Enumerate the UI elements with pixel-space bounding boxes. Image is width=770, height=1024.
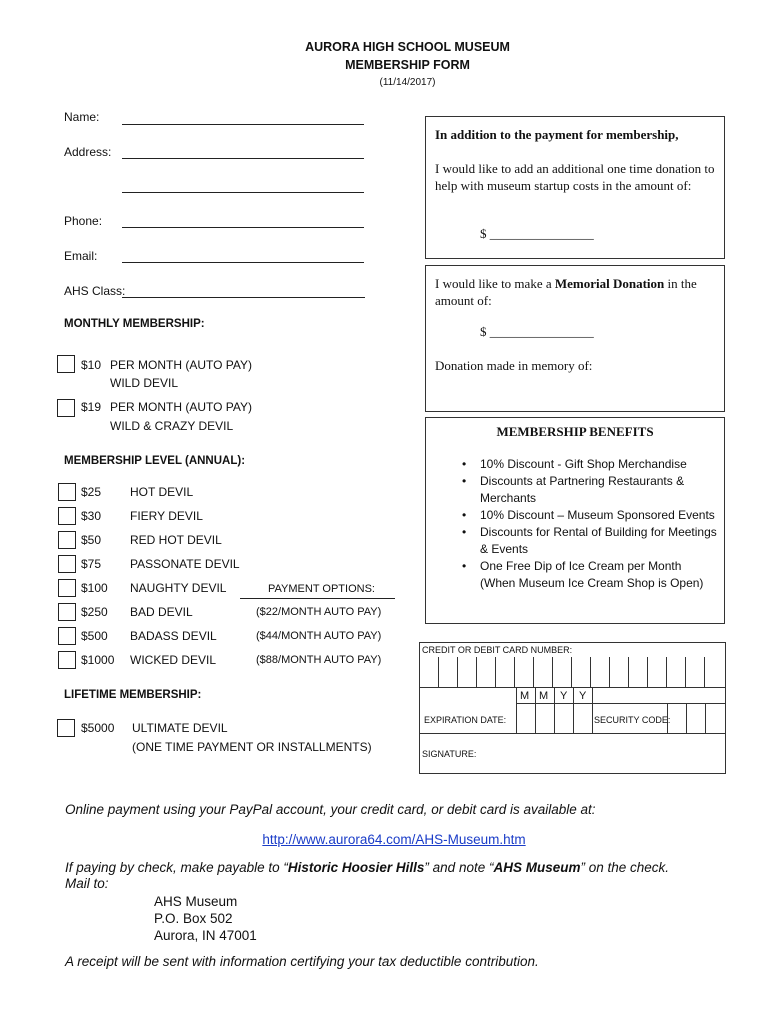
exp-divider (592, 687, 593, 733)
exp-letter-m2: M (539, 690, 549, 702)
exp-letter-y2: Y (579, 690, 587, 702)
annual-75-checkbox[interactable] (58, 555, 76, 573)
expiration-field[interactable] (516, 703, 592, 733)
benefit-item: • 10% Discount – Museum Sponsored Events (458, 507, 720, 524)
lifetime-5000-checkbox[interactable] (57, 719, 75, 737)
annual-25-price: $25 (81, 485, 102, 499)
benefits-list (458, 456, 720, 592)
form-date: (11/14/2017) (379, 77, 436, 88)
payment-options-divider (240, 598, 395, 599)
security-field[interactable] (667, 703, 725, 733)
lifetime-price: $5000 (81, 721, 115, 735)
address-line-3: Aurora, IN 47001 (154, 928, 257, 943)
annual-25-checkbox[interactable] (58, 483, 76, 501)
card-number-field[interactable] (420, 657, 725, 687)
mailing-address (154, 893, 257, 944)
name-field[interactable] (122, 124, 364, 125)
donation-text: I would like to add an additional one time donation to help with museum startup costs in the amount of: (435, 161, 715, 193)
annual-30-checkbox[interactable] (58, 507, 76, 525)
annual-30-name: FIERY DEVIL (130, 509, 203, 523)
payment-option-250: ($22/MONTH AUTO PAY) (256, 606, 382, 618)
address-line-2: P.O. Box 502 (154, 911, 233, 926)
monthly-19-checkbox[interactable] (57, 399, 75, 417)
ahs-class-label: AHS Class: (64, 284, 126, 298)
expiration-label: EXPIRATION DATE: (424, 715, 507, 725)
benefits-heading: MEMBERSHIP BENEFITS (496, 424, 654, 439)
annual-75-name: PASSONATE DEVIL (130, 557, 240, 571)
annual-100-price: $100 (81, 581, 108, 595)
annual-50-name: RED HOT DEVIL (130, 533, 222, 547)
annual-250-checkbox[interactable] (58, 603, 76, 621)
check-payee: Historic Hoosier Hills (287, 860, 425, 875)
payment-option-500: ($44/MONTH AUTO PAY) (256, 630, 382, 642)
annual-25-name: HOT DEVIL (130, 485, 194, 499)
monthly-19-line2: WILD & CRAZY DEVIL (110, 419, 234, 433)
annual-30-price: $30 (81, 509, 102, 523)
mail-to-label: Mail to: (65, 876, 109, 891)
memorial-box (425, 265, 725, 412)
security-label: SECURITY CODE: (594, 715, 671, 725)
form-subtitle: MEMBERSHIP FORM (345, 58, 470, 72)
address-field-1[interactable] (122, 158, 364, 159)
address-field-2[interactable] (122, 192, 364, 193)
lifetime-heading: LIFETIME MEMBERSHIP: (64, 689, 202, 701)
signature-field[interactable] (480, 735, 722, 771)
memorial-text (435, 275, 720, 309)
check-post: ” on the check. (580, 860, 670, 875)
annual-1000-name: WICKED DEVIL (130, 653, 217, 667)
memorial-text-pre: I would like to make a (435, 276, 555, 291)
payment-option-1000: ($88/MONTH AUTO PAY) (256, 654, 382, 666)
monthly-19-price: $19 (81, 400, 102, 414)
annual-heading: MEMBERSHIP LEVEL (ANNUAL): (64, 455, 246, 467)
signature-label: SIGNATURE: (422, 749, 477, 759)
annual-1000-price: $1000 (81, 653, 115, 667)
annual-500-name: BADASS DEVIL (130, 629, 217, 643)
benefit-item: • Discounts at Partnering Restaurants & Merchants (458, 473, 720, 507)
annual-100-checkbox[interactable] (58, 579, 76, 597)
monthly-19-line1: PER MONTH (AUTO PAY) (110, 400, 253, 414)
museum-link[interactable]: http://www.aurora64.com/AHS-Museum.htm (262, 832, 526, 847)
annual-50-price: $50 (81, 533, 102, 547)
benefit-item: • One Free Dip of Ice Cream per Month (When Museum Ice Cream Shop is Open) (458, 558, 720, 592)
online-payment-text: Online payment using your PayPal account, your credit card, or debit card is available at: (65, 802, 596, 817)
name-label: Name: (64, 110, 100, 124)
annual-250-name: BAD DEVIL (130, 605, 193, 619)
lifetime-note: (ONE TIME PAYMENT OR INSTALLMENTS) (132, 740, 372, 754)
card-exp-bottom-line (420, 733, 725, 734)
annual-250-price: $250 (81, 605, 108, 619)
benefits-box (425, 417, 725, 624)
annual-100-name: NAUGHTY DEVIL (130, 581, 227, 595)
benefit-item: • Discounts for Rental of Building for Meetings & Events (458, 524, 720, 558)
ahs-class-field[interactable] (122, 297, 365, 298)
exp-letter-y1: Y (560, 690, 568, 702)
receipt-text: A receipt will be sent with information certifying your tax deductible contribution. (65, 954, 539, 969)
email-field[interactable] (122, 262, 364, 263)
check-mid: ” and note “ (424, 860, 494, 875)
memorial-text-post: in the amount of: (435, 276, 697, 308)
address-label: Address: (64, 145, 112, 159)
annual-75-price: $75 (81, 557, 102, 571)
card-info-box (419, 642, 726, 774)
memorial-amount-field[interactable]: $ ________________ (480, 324, 594, 339)
memorial-text-bold: Memorial Donation (554, 276, 665, 291)
check-payable-text (65, 860, 669, 875)
memorial-memory-label: Donation made in memory of: (435, 358, 593, 373)
monthly-10-line1: PER MONTH (AUTO PAY) (110, 358, 253, 372)
check-pre: If paying by check, make payable to “ (65, 860, 288, 875)
card-number-label: CREDIT OR DEBIT CARD NUMBER: (422, 645, 573, 655)
check-note: AHS Museum (493, 860, 581, 875)
monthly-10-price: $10 (81, 358, 102, 372)
payment-options-label: PAYMENT OPTIONS: (268, 583, 375, 595)
form-title: AURORA HIGH SCHOOL MUSEUM (305, 40, 510, 54)
annual-50-checkbox[interactable] (58, 531, 76, 549)
address-line-1: AHS Museum (154, 894, 238, 909)
phone-field[interactable] (122, 227, 364, 228)
phone-label: Phone: (64, 214, 103, 228)
annual-500-price: $500 (81, 629, 108, 643)
email-label: Email: (64, 249, 98, 263)
donation-box (425, 116, 725, 259)
exp-letter-m1: M (520, 690, 530, 702)
annual-1000-checkbox[interactable] (58, 651, 76, 669)
monthly-10-line2: WILD DEVIL (110, 376, 179, 390)
monthly-10-checkbox[interactable] (57, 355, 75, 373)
benefit-item: • 10% Discount - Gift Shop Merchandise (458, 456, 720, 473)
lifetime-name: ULTIMATE DEVIL (132, 721, 228, 735)
donation-heading: In addition to the payment for membership, (435, 127, 679, 142)
monthly-heading: MONTHLY MEMBERSHIP: (64, 318, 205, 330)
donation-amount-field[interactable]: $ ________________ (480, 226, 594, 241)
annual-500-checkbox[interactable] (58, 627, 76, 645)
